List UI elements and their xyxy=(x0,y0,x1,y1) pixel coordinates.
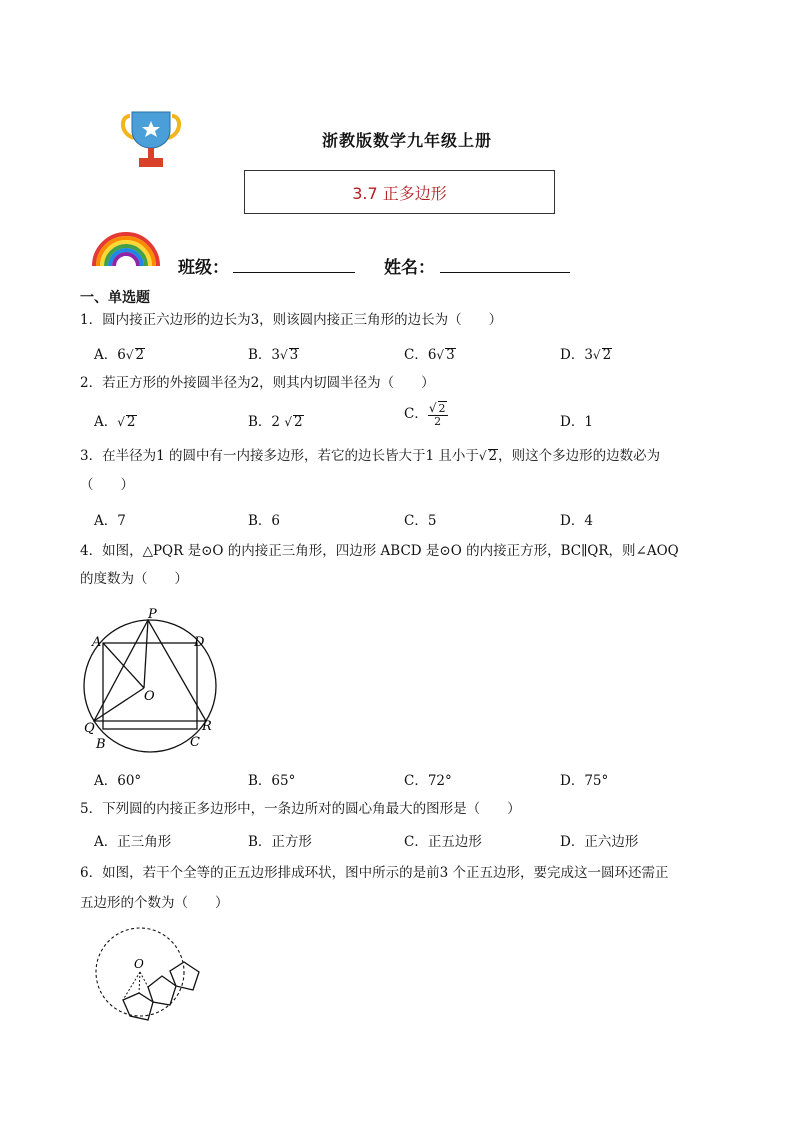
q6-figure xyxy=(90,920,216,1040)
q3-text-part: ，则这个多边形的边数必为 xyxy=(498,448,661,464)
label-o: O xyxy=(144,689,155,704)
segment-op xyxy=(144,620,148,688)
question-2-text: 2．若正方形的外接圆半径为2，则其内切圆半径为（ ） xyxy=(80,375,435,391)
label-b: B xyxy=(96,737,106,752)
q5-option-b[interactable]: B．正方形 xyxy=(248,834,312,850)
radicand: 3 xyxy=(289,347,299,363)
q3-text-part: 3．在半径为1 的圆中有一内接多边形，若它的边长皆大于1 且小于 xyxy=(80,448,479,464)
segment-ao xyxy=(103,643,144,688)
page-title: 浙教版数学九年级上册 xyxy=(321,131,492,150)
option-text: A． xyxy=(94,414,118,430)
question-5-text: 5．下列圆的内接正多边形中，一条边所对的圆心角最大的图形是（ ） xyxy=(80,801,521,817)
label-o: O xyxy=(134,957,144,971)
label-r: R xyxy=(202,719,212,734)
option-text: B．3 xyxy=(248,347,281,363)
radicand: 2 xyxy=(602,347,612,363)
subtitle-box: 3.7 正多边形 xyxy=(244,170,555,214)
radicand: 2 xyxy=(293,414,303,430)
q2-option-a[interactable]: A．√ 2 xyxy=(94,414,136,430)
q1-option-d[interactable]: D．3√ 2 xyxy=(560,347,612,363)
rainbow-icon xyxy=(90,226,162,268)
question-4-text-line2: 的度数为（ ） xyxy=(80,571,188,587)
name-label: 姓名： xyxy=(384,258,435,278)
question-6-text-line2: 五边形的个数为（ ） xyxy=(80,895,229,911)
option-text: C． xyxy=(404,406,428,422)
triangle-pqr xyxy=(94,620,206,721)
question-3-text: 3．在半径为1 的圆中有一内接多边形，若它的边长皆大于1 且小于√ 2，则这个多边形的边数必为 xyxy=(80,448,661,464)
radius-line-2 xyxy=(139,972,140,993)
radicand: 3 xyxy=(446,347,455,363)
q3-option-c[interactable]: C．5 xyxy=(404,513,437,529)
q5-option-d[interactable]: D．正六边形 xyxy=(560,834,639,850)
fraction: $\frac{√ 2}{2}$ xyxy=(428,401,446,428)
segment-oq xyxy=(94,688,144,721)
q5-option-a[interactable]: A．正三角形 xyxy=(94,834,172,850)
q5-option-c[interactable]: C．正五边形 xyxy=(404,834,482,850)
q3-option-a[interactable]: A．7 xyxy=(94,513,126,529)
question-6-text: 6．如图，若干个全等的正五边形排成环状，图中所示的是前3 个正五边形，要完成这一圆环还需正 xyxy=(80,865,669,881)
q4-option-d[interactable]: D．75° xyxy=(560,773,609,789)
q2-option-c[interactable] xyxy=(404,401,448,428)
pentagon-1 xyxy=(123,993,153,1020)
question-1-text: 1．圆内接正六边形的边长为3，则该圆内接正三角形的边长为（ ） xyxy=(80,312,503,328)
q3-option-b[interactable]: B．6 xyxy=(248,513,281,529)
section-title: 一、单选题 xyxy=(80,290,150,306)
name-input-line[interactable] xyxy=(440,272,570,273)
q4-option-c[interactable]: C．72° xyxy=(404,773,452,789)
label-a: A xyxy=(92,635,102,650)
label-c: C xyxy=(190,735,200,750)
q1-option-b[interactable]: B．3√ 3 xyxy=(248,347,299,363)
option-text: C．6 xyxy=(404,347,437,363)
q4-figure xyxy=(80,606,220,756)
option-text: B．2 xyxy=(248,414,285,430)
q2-option-d[interactable]: D．1 xyxy=(560,414,593,430)
q4-option-a[interactable]: A．60° xyxy=(94,773,142,789)
denominator: 2 xyxy=(434,415,442,428)
question-4-text: 4．如图，△PQR 是⊙O 的内接正三角形，四边形 ABCD 是⊙O 的内接正方形，BC∥QR，则∠AOQ xyxy=(80,543,679,559)
question-3-text-line2: （ ） xyxy=(80,477,134,493)
radicand: 2 xyxy=(126,414,136,430)
q1-option-a[interactable]: A．6√ 2 xyxy=(94,347,145,363)
square-abcd xyxy=(103,643,197,729)
radius-line-3 xyxy=(140,972,148,987)
pentagon-2 xyxy=(148,976,176,1005)
class-label: 班级： xyxy=(178,258,229,278)
numerator: 2 xyxy=(438,402,446,415)
pentagon-3 xyxy=(170,962,199,990)
q2-option-b[interactable]: B．2 √ 2 xyxy=(248,414,303,430)
radicand: 2 xyxy=(135,347,145,363)
option-text: D．3 xyxy=(560,347,593,363)
class-input-line[interactable] xyxy=(233,272,355,273)
radicand: 2 xyxy=(488,448,498,464)
label-d: D xyxy=(194,635,205,650)
q4-option-b[interactable]: B．65° xyxy=(248,773,296,789)
label-q: Q xyxy=(84,721,95,736)
option-text: A．6 xyxy=(94,347,126,363)
label-p: P xyxy=(148,607,157,622)
q1-option-c[interactable]: C．6√ 3 xyxy=(404,347,455,363)
q3-option-d[interactable]: D．4 xyxy=(560,513,593,529)
